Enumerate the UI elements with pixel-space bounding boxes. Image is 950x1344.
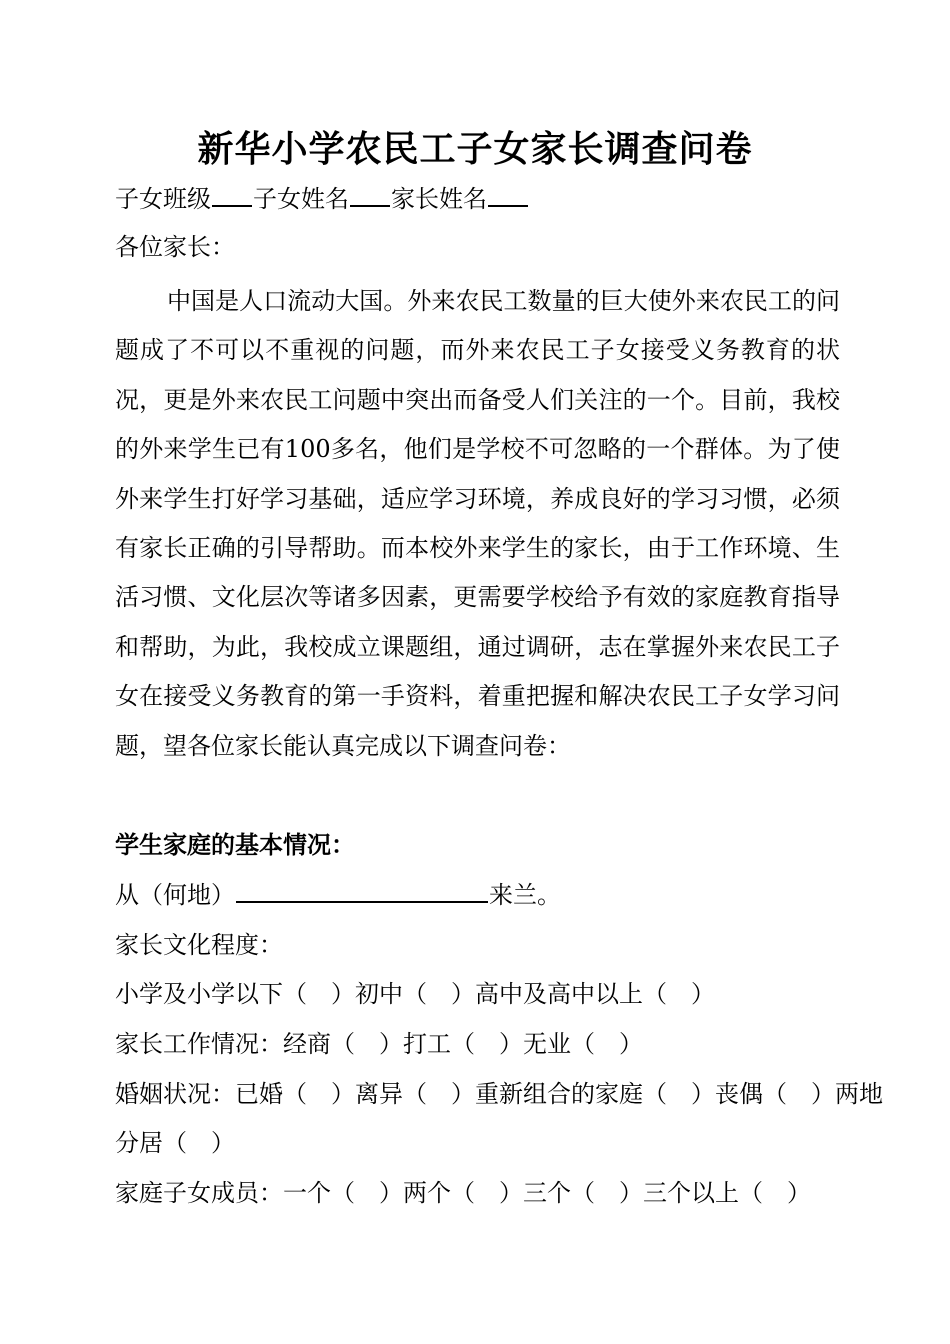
salutation: 各位家长：: [115, 233, 235, 261]
origin-row: [115, 877, 840, 913]
origin-suffix: 来兰。: [489, 881, 561, 909]
work-status-row[interactable]: 家长工作情况：经商（ ）打工（ ）无业（ ）: [115, 1030, 643, 1058]
class-label: 子女班级: [115, 185, 211, 213]
child-name-blank[interactable]: [350, 183, 390, 207]
intro-paragraph: 中国是人口流动大国。外来农民工数量的巨大使外来农民工的问题成了不可以不重视的问题，而外来农民工子女接受义务教育的状况，更是外来农民工问题中突出而备受人们关注的一个。目前，我校的外来学生已有100多名，他们是学校不可忽略的一个群体。为了使外来学生打好学习基础，适应学习环境，养成良好的学习习惯，必须有家长正确的引导帮助。而本校外来学生的家长，由于工作环境、生活习惯、文化层次等诸多因素，更需要学校给予有效的家庭教育指导和帮助，为此，我校成立课题组，通过调研，志在掌握外来农民工子女在接受义务教育的第一手资料，着重把握和解决农民工子女学习问题，望各位家长能认真完成以下调查问卷：: [115, 287, 840, 760]
origin-prefix: 从（何地）: [115, 881, 235, 909]
parent-name-label: 家长姓名: [391, 185, 487, 213]
class-blank[interactable]: [212, 183, 252, 207]
children-count-row[interactable]: 家庭子女成员：一个（ ）两个（ ）三个（ ）三个以上（ ）: [115, 1179, 811, 1207]
header-fields-row: [115, 181, 840, 217]
marital-status-row[interactable]: 婚姻状况：已婚（ ）离异（ ）重新组合的家庭（ ）丧偶（ ）两地: [115, 1080, 883, 1108]
section-heading: 学生家庭的基本情况：: [115, 830, 355, 859]
origin-blank[interactable]: [236, 879, 488, 903]
education-options[interactable]: 小学及小学以下（ ）初中（ ）高中及高中以上（ ）: [115, 980, 715, 1008]
marital-status-row-continued[interactable]: 分居（ ）: [115, 1129, 235, 1157]
document-title: 新华小学农民工子女家长调查问卷: [197, 128, 753, 170]
child-name-label: 子女姓名: [253, 185, 349, 213]
education-label: 家长文化程度：: [115, 931, 283, 959]
parent-name-blank[interactable]: [488, 183, 528, 207]
